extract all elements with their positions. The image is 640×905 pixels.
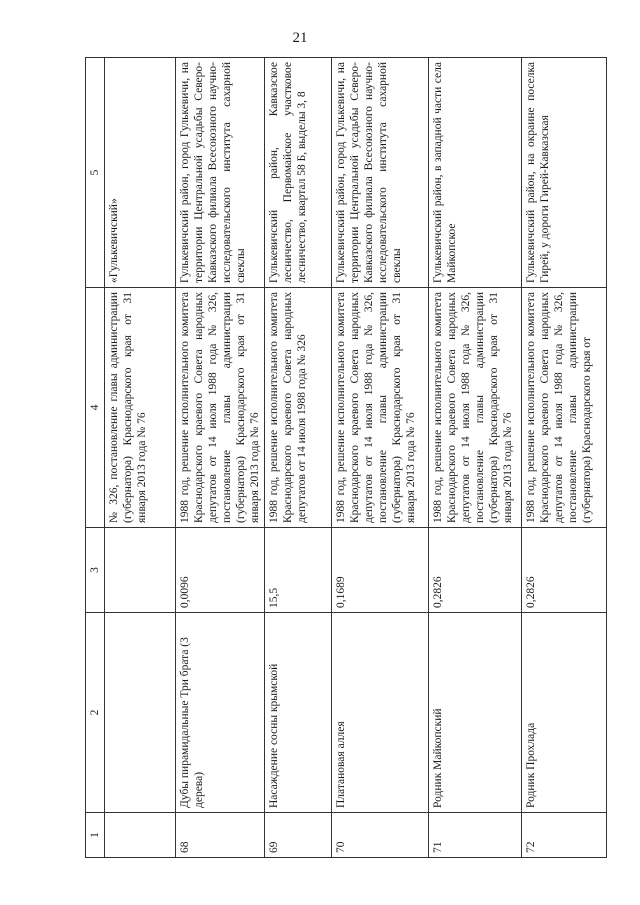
cell-number: 71 <box>429 813 522 858</box>
page-number: 21 <box>292 30 308 46</box>
cell-name: Родник Прохлада <box>522 613 607 813</box>
table-header-row <box>86 58 105 858</box>
cell-empty <box>105 813 176 858</box>
column-header-2: 2 <box>86 613 105 813</box>
cell-area: 0,0096 <box>176 528 265 613</box>
table-row <box>265 58 332 858</box>
cell-document: 1988 год, решение исполнительного комитета Краснодарского краевого Совета народных депутатов от 14 июля 1988 года № 326, постановление главы администрации (губернатора) Краснодарского края от 31 января 2013 года № 76 <box>429 288 522 528</box>
table-row <box>332 58 429 858</box>
cell-document: 1988 год, решение исполнительного комитета Краснодарского краевого Совета народных депутатов от 14 июля 1988 года № 326, постановление главы администрации (губернатора) Краснодарского края от 31 января 2013 года № 76 <box>332 288 429 528</box>
cell-location: Гулькевичский район, в западной части села Майкопское <box>429 58 522 288</box>
cell-name: Платановая аллея <box>332 613 429 813</box>
table-row <box>522 58 607 858</box>
cell-location: Гулькевичский район, город Гулькевичи, на территории Центральной усадьбы Северо-Кавказского филиала Всесоюзного научно-исследовательского института сахарной свеклы <box>176 58 265 288</box>
column-header-3: 3 <box>86 528 105 613</box>
column-header-4: 4 <box>86 288 105 528</box>
cell-name: Дубы пирамидальные Три брата (3 дерева) <box>176 613 265 813</box>
cell-number: 70 <box>332 813 429 858</box>
cell-location: Гулькевичский район, город Гулькевичи, на территории Центральной усадьбы Северо-Кавказского филиала Всесоюзного научно-исследовательского института сахарной свеклы <box>332 58 429 288</box>
column-header-5: 5 <box>86 58 105 288</box>
cell-empty <box>105 528 176 613</box>
cell-location: Гулькевичский район, Кавказское лесничество, Первомайское участковое лесничество, квартал 58 Б, выделы 3, 8 <box>265 58 332 288</box>
protected-objects-table <box>85 57 607 858</box>
cell-number: 68 <box>176 813 265 858</box>
cell-location-continued: «Гулькевичский» <box>105 58 176 288</box>
cell-document-continued: № 326, постановление главы администрации (губернатора) Краснодарского края от 31 января 2013 года № 76 <box>105 288 176 528</box>
cell-area: 15,5 <box>265 528 332 613</box>
cell-number: 72 <box>522 813 607 858</box>
cell-document: 1988 год, решение исполнительного комитета Краснодарского краевого Совета народных депутатов от 14 июля 1988 года № 326 <box>265 288 332 528</box>
cell-area: 0,2826 <box>522 528 607 613</box>
rotated-table-frame <box>85 58 594 858</box>
rotated-table-container <box>85 58 594 858</box>
cell-empty <box>105 613 176 813</box>
table-row <box>176 58 265 858</box>
column-header-1: 1 <box>86 813 105 858</box>
cell-number: 69 <box>265 813 332 858</box>
cell-location: Гулькевичский район, на окраине поселка Гирей, у дороги Гирей-Кавказская <box>522 58 607 288</box>
table-row <box>429 58 522 858</box>
cell-name: Родник Майкопский <box>429 613 522 813</box>
cell-area: 0,1689 <box>332 528 429 613</box>
cell-document: 1988 год, решение исполнительного комитета Краснодарского краевого Совета народных депутатов от 14 июля 1988 года № 326, постановление главы администрации (губернатора) Краснодарского края от 31 января 2013 года № 76 <box>176 288 265 528</box>
cell-name: Насаждение сосны крымской <box>265 613 332 813</box>
cell-area: 0,2826 <box>429 528 522 613</box>
table-row-continuation <box>105 58 176 858</box>
cell-document: 1988 год, решение исполнительного комитета Краснодарского краевого Совета народных депутатов от 14 июля 1988 года № 326, постановление главы администрации (губернатора) Краснодарского края от <box>522 288 607 528</box>
